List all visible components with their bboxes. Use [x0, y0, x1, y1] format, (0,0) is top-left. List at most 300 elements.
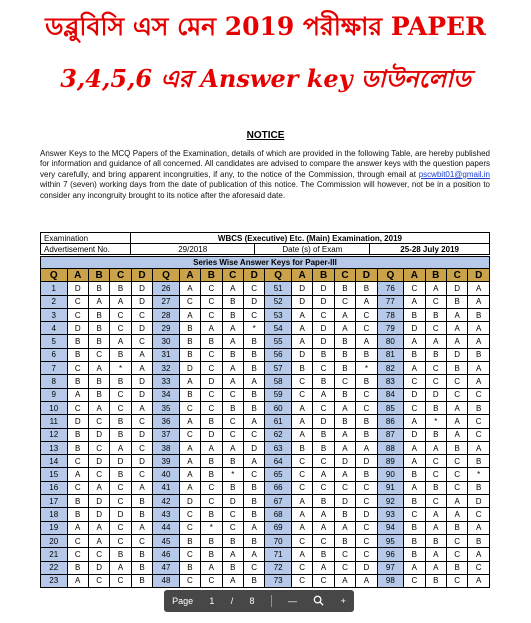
- answer-cell: C: [446, 388, 467, 401]
- answer-cell: C: [404, 508, 425, 521]
- answer-cell: A: [313, 521, 334, 534]
- answer-cell: B: [425, 348, 446, 361]
- answer-cell: B: [404, 308, 425, 321]
- column-header: A: [179, 269, 200, 282]
- answer-cell: C: [179, 521, 200, 534]
- table-row: [41, 415, 490, 428]
- answer-cell: D: [179, 362, 200, 375]
- table-row: [41, 548, 490, 561]
- question-number: 34: [153, 388, 180, 401]
- answer-cell: B: [222, 308, 243, 321]
- answer-cell: C: [67, 295, 88, 308]
- table-row: [41, 481, 490, 494]
- answer-cell: A: [313, 561, 334, 574]
- answer-cell: A: [131, 362, 152, 375]
- column-header: A: [67, 269, 88, 282]
- answer-cell: A: [291, 322, 312, 335]
- question-number: 39: [153, 455, 180, 468]
- notice-text-end: within 7 (seven) working days from the date of publication of this notice. The Commission will however, not be in a position to consider any incongruity brought to its notice after the aforesaid date.: [40, 180, 490, 200]
- column-header: B: [88, 269, 109, 282]
- answer-cell: B: [67, 508, 88, 521]
- answer-cell: C: [313, 455, 334, 468]
- answer-cell: C: [222, 508, 243, 521]
- answer-cell: B: [179, 388, 200, 401]
- answer-cell: A: [334, 468, 355, 481]
- question-number: 44: [153, 521, 180, 534]
- answer-cell: B: [222, 401, 243, 414]
- answer-cell: B: [67, 495, 88, 508]
- column-header: C: [446, 269, 467, 282]
- answer-cell: C: [468, 415, 490, 428]
- answer-cell: C: [313, 481, 334, 494]
- answer-cell: C: [110, 481, 131, 494]
- column-header: C: [334, 269, 355, 282]
- answer-cell: D: [179, 495, 200, 508]
- answer-cell: C: [334, 481, 355, 494]
- answer-cell: B: [88, 335, 109, 348]
- answer-cell: D: [110, 455, 131, 468]
- answer-cell: A: [404, 415, 425, 428]
- question-number: 53: [265, 308, 292, 321]
- question-number: 91: [377, 481, 404, 494]
- answer-cell: B: [313, 495, 334, 508]
- column-header: Q: [41, 269, 68, 282]
- question-number: 1: [41, 282, 68, 295]
- answer-cell: D: [243, 441, 264, 454]
- question-number: 8: [41, 375, 68, 388]
- answer-cell: A: [222, 375, 243, 388]
- answer-cell: A: [425, 521, 446, 534]
- answer-cell: A: [446, 308, 467, 321]
- answer-cell: C: [222, 415, 243, 428]
- answer-cell: D: [88, 428, 109, 441]
- answer-cell: A: [110, 335, 131, 348]
- answer-cell: B: [201, 548, 222, 561]
- answer-cell: D: [201, 428, 222, 441]
- question-number: 56: [265, 348, 292, 361]
- answer-cell: A: [110, 441, 131, 454]
- question-number: 67: [265, 495, 292, 508]
- answer-cell: A: [468, 362, 490, 375]
- answer-cell: C: [243, 308, 264, 321]
- answer-cell: A: [425, 561, 446, 574]
- answer-cell: D: [425, 388, 446, 401]
- answer-cell: C: [356, 481, 377, 494]
- answer-cell: A: [468, 322, 490, 335]
- answer-cell: B: [67, 348, 88, 361]
- exam-meta-table: [40, 232, 490, 255]
- answer-cell: C: [291, 574, 312, 587]
- answer-cell: C: [356, 401, 377, 414]
- answer-cell: C: [88, 468, 109, 481]
- answer-cell: *: [243, 322, 264, 335]
- answer-cell: A: [356, 335, 377, 348]
- answer-cell: A: [468, 335, 490, 348]
- answer-cell: B: [110, 548, 131, 561]
- question-number: 55: [265, 335, 292, 348]
- column-header: D: [356, 269, 377, 282]
- answer-cell: D: [313, 322, 334, 335]
- column-header: Q: [153, 269, 180, 282]
- answer-cell: C: [425, 362, 446, 375]
- answer-cell: C: [425, 468, 446, 481]
- answer-cell: A: [356, 574, 377, 587]
- column-header: D: [243, 269, 264, 282]
- answer-cell: C: [291, 468, 312, 481]
- table-row: [41, 468, 490, 481]
- answer-cell: D: [88, 495, 109, 508]
- question-number: 47: [153, 561, 180, 574]
- answer-cell: A: [243, 548, 264, 561]
- question-number: 48: [153, 574, 180, 587]
- answer-cell: A: [468, 282, 490, 295]
- answer-cell: B: [425, 308, 446, 321]
- answer-cell: A: [222, 282, 243, 295]
- answer-cell: A: [446, 495, 467, 508]
- answer-cell: D: [404, 428, 425, 441]
- answer-cell: C: [446, 468, 467, 481]
- question-number: 98: [377, 574, 404, 587]
- table-row: [41, 428, 490, 441]
- answer-cell: C: [201, 481, 222, 494]
- answer-cell: A: [201, 322, 222, 335]
- answer-cell: B: [446, 521, 467, 534]
- answer-cell: C: [356, 521, 377, 534]
- answer-cell: C: [179, 574, 200, 587]
- question-number: 29: [153, 322, 180, 335]
- answer-cell: *: [222, 468, 243, 481]
- answer-cell: B: [201, 468, 222, 481]
- answer-cell: B: [356, 282, 377, 295]
- answer-key-table: [40, 256, 490, 588]
- question-number: 37: [153, 428, 180, 441]
- answer-cell: C: [425, 375, 446, 388]
- question-number: 42: [153, 495, 180, 508]
- answer-cell: B: [243, 534, 264, 547]
- answer-cell: A: [468, 375, 490, 388]
- column-header: A: [404, 269, 425, 282]
- question-number: 96: [377, 548, 404, 561]
- question-number: 6: [41, 348, 68, 361]
- answer-cell: C: [291, 481, 312, 494]
- answer-cell: C: [404, 401, 425, 414]
- question-number: 43: [153, 508, 180, 521]
- question-number: 90: [377, 468, 404, 481]
- answer-cell: B: [425, 534, 446, 547]
- answer-cell: C: [334, 295, 355, 308]
- answer-cell: B: [243, 388, 264, 401]
- answer-cell: D: [334, 455, 355, 468]
- answer-cell: C: [356, 322, 377, 335]
- answer-cell: A: [425, 282, 446, 295]
- answer-cell: A: [179, 308, 200, 321]
- answer-cell: B: [291, 362, 312, 375]
- answer-cell: A: [179, 415, 200, 428]
- answer-cell: A: [334, 574, 355, 587]
- notice-text-start: Answer Keys to the MCQ Papers of the Examination, details of which are provided in the following Table, are hereby published for information and guidance of all concerned. All candidates are advised to compare the answer keys with the question papers very carefully, and bring apparent incongruities, if any, to the notice of the Commission, through email at: [40, 149, 490, 179]
- answer-cell: B: [243, 401, 264, 414]
- question-number: 78: [377, 308, 404, 321]
- answer-cell: B: [425, 401, 446, 414]
- question-number: 66: [265, 481, 292, 494]
- answer-cell: B: [88, 322, 109, 335]
- answer-cell: A: [404, 335, 425, 348]
- table-row: [41, 308, 490, 321]
- date-label: Date (s) of Exam: [255, 244, 370, 255]
- question-number: 22: [41, 561, 68, 574]
- answer-cell: A: [222, 322, 243, 335]
- answer-cell: B: [201, 534, 222, 547]
- answer-cell: A: [179, 375, 200, 388]
- answer-cell: A: [67, 388, 88, 401]
- question-number: 35: [153, 401, 180, 414]
- answer-cell: B: [131, 548, 152, 561]
- answer-cell: A: [88, 521, 109, 534]
- answer-cell: C: [67, 481, 88, 494]
- answer-cell: C: [67, 362, 88, 375]
- answer-cell: C: [446, 534, 467, 547]
- answer-cell: A: [110, 561, 131, 574]
- answer-cell: *: [110, 362, 131, 375]
- question-number: 76: [377, 282, 404, 295]
- page-current-input[interactable]: 1: [209, 596, 215, 606]
- column-header: Q: [377, 269, 404, 282]
- answer-cell: C: [201, 308, 222, 321]
- answer-cell: B: [425, 428, 446, 441]
- answer-cell: B: [404, 468, 425, 481]
- question-number: 94: [377, 521, 404, 534]
- answer-cell: A: [291, 495, 312, 508]
- answer-cell: B: [446, 561, 467, 574]
- question-number: 65: [265, 468, 292, 481]
- search-zoom-icon[interactable]: [313, 595, 324, 608]
- question-number: 70: [265, 534, 292, 547]
- question-number: 11: [41, 415, 68, 428]
- question-number: 4: [41, 322, 68, 335]
- answer-cell: A: [468, 441, 490, 454]
- question-number: 97: [377, 561, 404, 574]
- column-header: Q: [265, 269, 292, 282]
- question-number: 87: [377, 428, 404, 441]
- answer-cell: B: [88, 282, 109, 295]
- question-number: 88: [377, 441, 404, 454]
- answer-cell: B: [334, 348, 355, 361]
- question-number: 32: [153, 362, 180, 375]
- answer-cell: D: [131, 455, 152, 468]
- answer-cell: A: [179, 455, 200, 468]
- pdf-page-toolbar: [164, 590, 354, 612]
- question-number: 28: [153, 308, 180, 321]
- answer-cell: A: [425, 441, 446, 454]
- answer-cell: A: [425, 508, 446, 521]
- answer-cell: D: [446, 282, 467, 295]
- answer-cell: D: [356, 508, 377, 521]
- answer-cell: B: [179, 534, 200, 547]
- answer-cell: B: [201, 508, 222, 521]
- answer-cell: A: [131, 521, 152, 534]
- answer-cell: B: [313, 348, 334, 361]
- answer-cell: B: [425, 574, 446, 587]
- answer-cell: A: [222, 335, 243, 348]
- answer-cell: B: [334, 282, 355, 295]
- question-number: 46: [153, 548, 180, 561]
- answer-cell: B: [131, 574, 152, 587]
- answer-cell: D: [131, 282, 152, 295]
- answer-cell: A: [425, 548, 446, 561]
- answer-cell: A: [446, 322, 467, 335]
- answer-cell: B: [110, 415, 131, 428]
- toolbar-divider: [271, 595, 272, 607]
- answer-cell: A: [334, 322, 355, 335]
- answer-cell: A: [446, 428, 467, 441]
- question-number: 52: [265, 295, 292, 308]
- answer-cell: C: [201, 574, 222, 587]
- answer-cell: B: [425, 481, 446, 494]
- answer-cell: B: [179, 348, 200, 361]
- answer-cell: A: [291, 428, 312, 441]
- answer-cell: C: [446, 548, 467, 561]
- question-number: 5: [41, 335, 68, 348]
- answer-cell: D: [243, 295, 264, 308]
- answer-cell: C: [201, 295, 222, 308]
- question-number: 83: [377, 375, 404, 388]
- question-number: 79: [377, 322, 404, 335]
- column-header: B: [313, 269, 334, 282]
- question-number: 21: [41, 548, 68, 561]
- table-row: [41, 574, 490, 587]
- column-header: C: [110, 269, 131, 282]
- answer-cell: C: [110, 388, 131, 401]
- table-row: [41, 441, 490, 454]
- answer-cell: C: [291, 534, 312, 547]
- question-number: 89: [377, 455, 404, 468]
- answer-cell: B: [110, 428, 131, 441]
- answer-cell: C: [110, 401, 131, 414]
- answer-cell: D: [291, 348, 312, 361]
- answer-cell: C: [313, 574, 334, 587]
- answer-cell: B: [243, 335, 264, 348]
- answer-cell: A: [446, 508, 467, 521]
- answer-cell: A: [291, 308, 312, 321]
- answer-cell: B: [222, 348, 243, 361]
- answer-cell: A: [404, 295, 425, 308]
- page-title-line-1: ডব্লুবিসি এস মেন 2019 পরীক্ষার PAPER: [45, 12, 486, 41]
- answer-cell: C: [179, 401, 200, 414]
- answer-cell: A: [468, 521, 490, 534]
- answer-cell: C: [88, 574, 109, 587]
- answer-cell: A: [243, 455, 264, 468]
- answer-cell: D: [131, 322, 152, 335]
- email-link[interactable]: pscwbit01@gmail.in: [418, 169, 490, 179]
- answer-cell: C: [356, 495, 377, 508]
- answer-cell: A: [334, 428, 355, 441]
- answer-cell: A: [404, 441, 425, 454]
- answer-cell: A: [243, 375, 264, 388]
- answer-cell: C: [201, 495, 222, 508]
- answer-cell: C: [334, 375, 355, 388]
- zoom-out-button[interactable]: —: [288, 596, 298, 606]
- answer-cell: B: [201, 415, 222, 428]
- answer-cell: B: [404, 548, 425, 561]
- series-title: Series Wise Answer Keys for Paper-III: [41, 257, 490, 269]
- answer-cell: *: [468, 468, 490, 481]
- answer-cell: C: [404, 574, 425, 587]
- answer-cell: B: [179, 561, 200, 574]
- question-number: 92: [377, 495, 404, 508]
- answer-cell: A: [356, 295, 377, 308]
- answer-cell: C: [243, 282, 264, 295]
- answer-cell: B: [446, 362, 467, 375]
- answer-cell: C: [110, 534, 131, 547]
- answer-cell: A: [468, 548, 490, 561]
- answer-cell: B: [356, 468, 377, 481]
- question-number: 95: [377, 534, 404, 547]
- question-number: 63: [265, 441, 292, 454]
- table-row: [41, 295, 490, 308]
- question-number: 51: [265, 282, 292, 295]
- adv-label: Advertisement No.: [41, 244, 131, 255]
- answer-cell: C: [468, 561, 490, 574]
- answer-cell: C: [67, 401, 88, 414]
- answer-cell: C: [110, 308, 131, 321]
- answer-cell: D: [291, 295, 312, 308]
- answer-cell: D: [313, 282, 334, 295]
- answer-cell: A: [67, 468, 88, 481]
- answer-cell: B: [291, 441, 312, 454]
- column-header: D: [131, 269, 152, 282]
- answer-cell: A: [425, 335, 446, 348]
- answer-cell: B: [222, 481, 243, 494]
- answer-cell: B: [243, 481, 264, 494]
- adv-value: 29/2018: [130, 244, 255, 255]
- answer-cell: B: [110, 468, 131, 481]
- answer-cell: *: [201, 521, 222, 534]
- answer-cell: C: [334, 561, 355, 574]
- column-header: D: [468, 269, 490, 282]
- answer-cell: C: [67, 308, 88, 321]
- page-total: 8: [249, 596, 255, 606]
- answer-cell: C: [131, 534, 152, 547]
- question-number: 27: [153, 295, 180, 308]
- answer-cell: D: [222, 495, 243, 508]
- answer-cell: D: [201, 375, 222, 388]
- question-number: 84: [377, 388, 404, 401]
- page-label: Page: [172, 596, 194, 606]
- answer-cell: B: [313, 428, 334, 441]
- answer-cell: B: [201, 335, 222, 348]
- question-number: 59: [265, 388, 292, 401]
- table-row: [41, 335, 490, 348]
- answer-cell: A: [291, 335, 312, 348]
- answer-cell: C: [201, 362, 222, 375]
- answer-cell: A: [468, 574, 490, 587]
- table-row: [41, 348, 490, 361]
- answer-cell: B: [313, 548, 334, 561]
- answer-cell: D: [334, 495, 355, 508]
- answer-cell: B: [67, 335, 88, 348]
- answer-cell: B: [88, 308, 109, 321]
- zoom-in-button[interactable]: +: [340, 596, 346, 606]
- answer-cell: B: [110, 282, 131, 295]
- question-number: 20: [41, 534, 68, 547]
- question-number: 2: [41, 295, 68, 308]
- answer-cell: B: [468, 401, 490, 414]
- answer-cell: B: [243, 495, 264, 508]
- answer-cell: A: [222, 548, 243, 561]
- question-number: 38: [153, 441, 180, 454]
- answer-cell: C: [88, 441, 109, 454]
- answer-cell: B: [468, 534, 490, 547]
